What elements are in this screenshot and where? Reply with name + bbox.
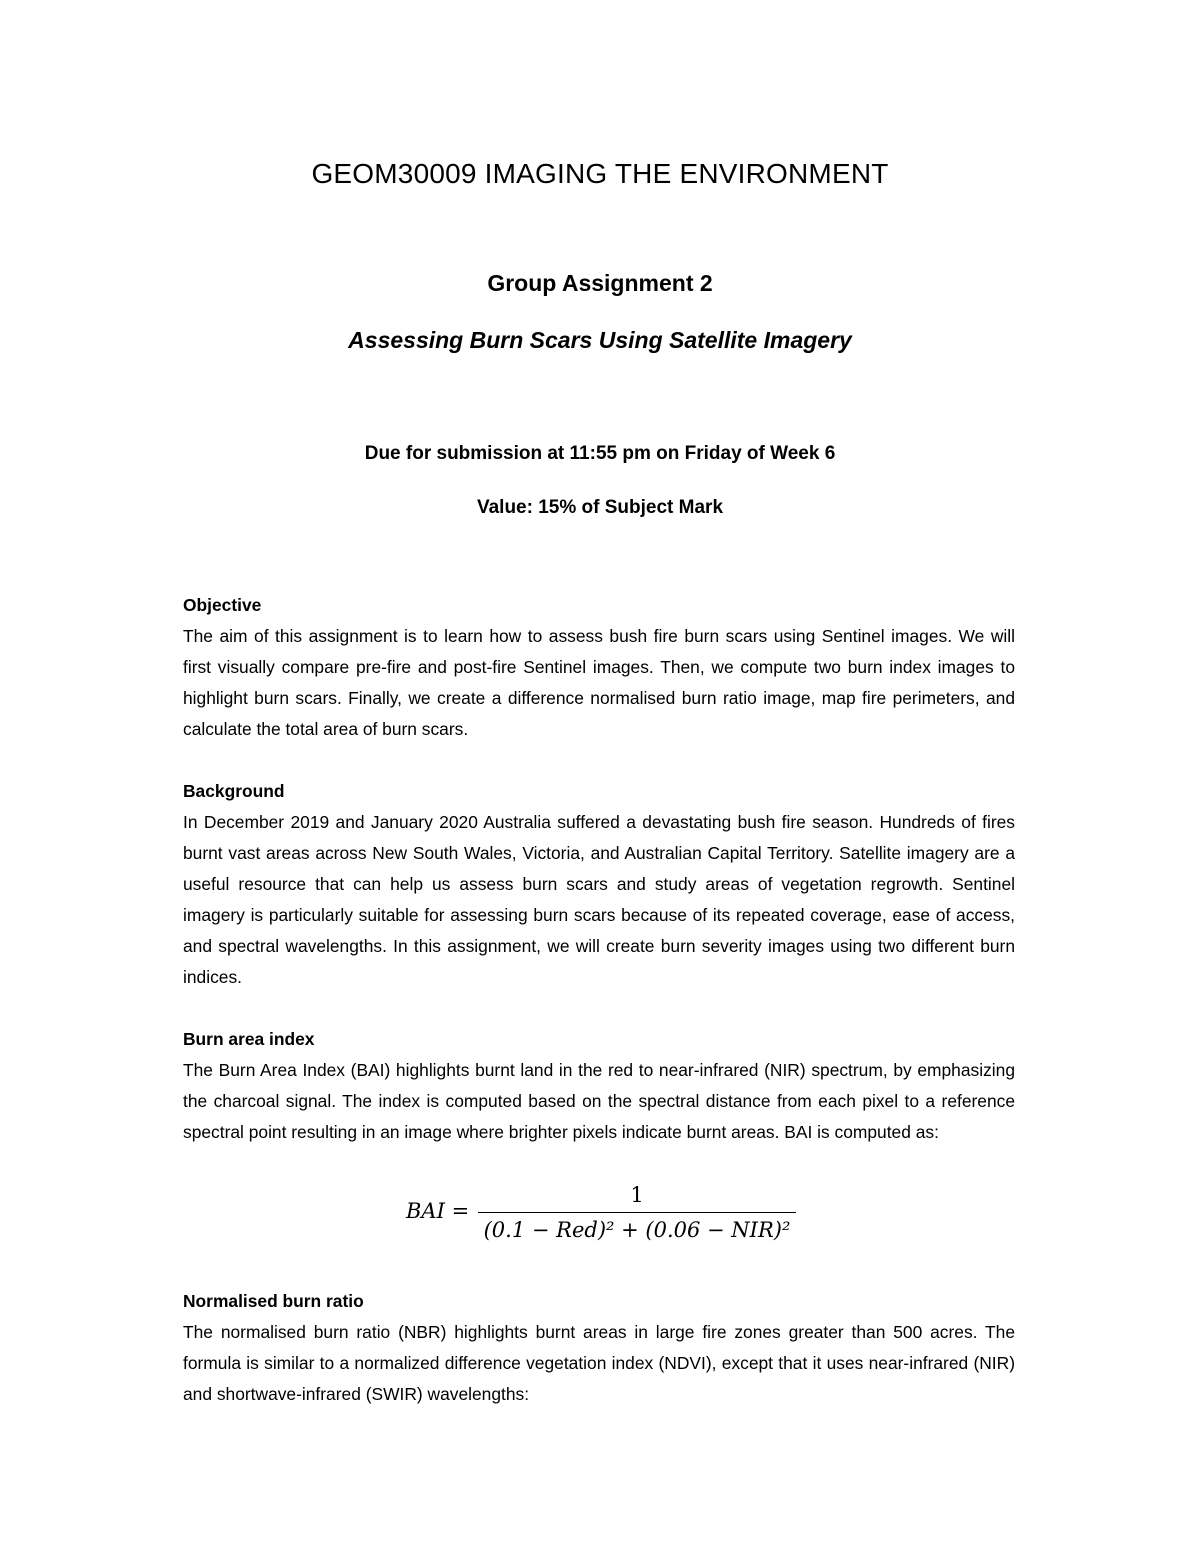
- nbr-heading: Normalised burn ratio: [183, 1291, 364, 1311]
- fraction-bar: [478, 1212, 796, 1213]
- assignment-subtitle: Assessing Burn Scars Using Satellite Imagery: [348, 327, 852, 353]
- nbr-section: [183, 1286, 1015, 1410]
- assignment-title: Group Assignment 2: [487, 270, 713, 296]
- bai-section: [183, 1024, 1015, 1148]
- background-heading: Background: [183, 781, 285, 801]
- course-title: GEOM30009 IMAGING THE ENVIRONMENT: [311, 158, 889, 189]
- formula-denominator: (0.1 − Red)² + (0.06 − NIR)²: [483, 1218, 791, 1242]
- assignment-value: Value: 15% of Subject Mark: [476, 497, 724, 518]
- nbr-body: The normalised burn ratio (NBR) highlights burnt areas in large fire zones greater than 500 acres. The formula is similar to a normalized difference vegetation index (NDVI), except that it uses near-infrared (NIR) and shortwave-infrared (SWIR) wavelengths:: [183, 1322, 1015, 1404]
- due-date: Due for submission at 11:55 pm on Friday of Week 6: [364, 443, 836, 464]
- bai-heading: Burn area index: [183, 1029, 315, 1049]
- bai-formula: [400, 1180, 800, 1250]
- bai-body: The Burn Area Index (BAI) highlights burnt land in the red to near-infrared (NIR) spectrum, by emphasizing the charcoal signal. The index is computed based on the spectral distance from each pixel to a reference spectral point resulting in an image where brighter pixels indicate burnt areas. BAI is computed as:: [183, 1060, 1015, 1142]
- objective-section: [183, 590, 1015, 745]
- formula-fraction: [478, 1180, 796, 1245]
- formula-numerator: 1: [630, 1183, 644, 1207]
- background-section: [183, 776, 1015, 993]
- formula-lhs: BAI =: [406, 1199, 470, 1223]
- objective-body: The aim of this assignment is to learn how to assess bush fire burn scars using Sentinel images. We will first visually compare pre-fire and post-fire Sentinel images. Then, we compute two burn index images to highlight burn scars. Finally, we create a difference normalised burn ratio image, map fire perimeters, and calculate the total area of burn scars.: [183, 626, 1015, 739]
- background-body: In December 2019 and January 2020 Australia suffered a devastating bush fire season. Hundreds of fires burnt vast areas across New South Wales, Victoria, and Australian Capital Territory. Satellite imagery are a useful resource that can help us assess burn scars and study areas of vegetation regrowth. Sentinel imagery is particularly suitable for assessing burn scars because of its repeated coverage, ease of access, and spectral wavelengths. In this assignment, we will create burn severity images using two different burn indices.: [183, 812, 1015, 987]
- objective-heading: Objective: [183, 595, 262, 615]
